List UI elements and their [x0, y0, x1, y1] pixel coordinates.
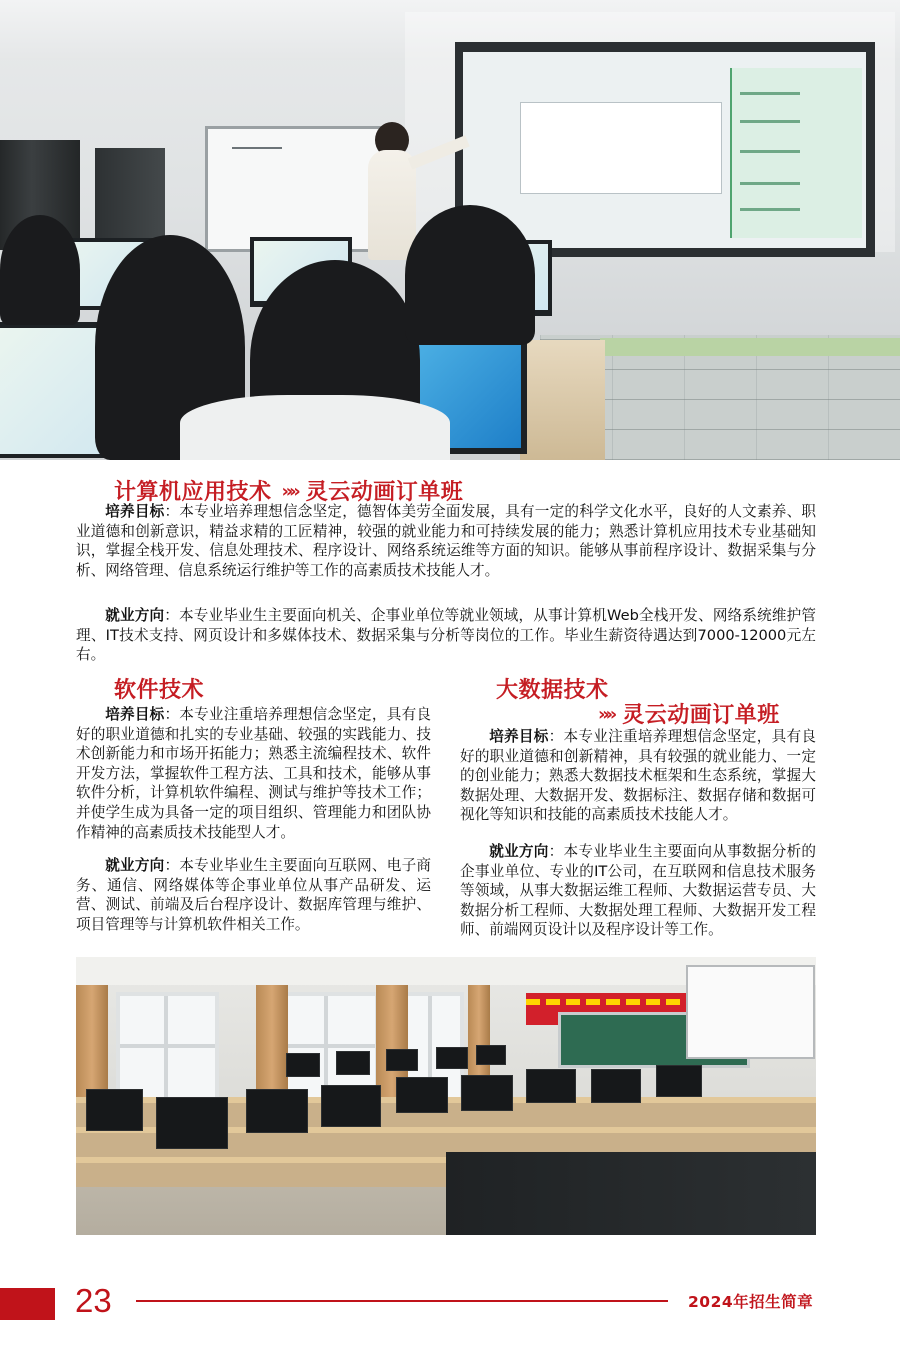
job-text: ：本专业毕业生主要面向从事数据分析的企事业单位、专业的IT公司，在互联网和信息技术服务等领域，从事大数据运维工程师、大数据运营专员、大数据分析工程师、大数据处理工程师、大数据开发工程师、前端网页设计以及程序设计等工作。 [460, 843, 816, 939]
goal-paragraph-software [76, 705, 431, 842]
job-paragraph-bigdata [460, 842, 816, 940]
job-text: ：本专业毕业生主要面向互联网、电子商务、通信、网络媒体等企事业单位从事产品研发、运营、测试、前端及后台程序设计、数据库管理与维护、项目管理等与计算机软件相关工作。 [76, 857, 431, 933]
goal-label: 培养目标 [105, 706, 165, 723]
goal-label: 培养目标 [489, 728, 549, 745]
classroom-photo [0, 0, 900, 460]
job-paragraph-computer-app [76, 606, 816, 665]
page-number: 23 [75, 1282, 112, 1319]
footer-divider [136, 1300, 668, 1302]
goal-text: ：本专业培养理想信念坚定，德智体美劳全面发展，具有一定的科学文化水平，良好的人文素养、职业道德和创新意识，精益求精的工匠精神，较强的就业能力和可持续发展的能力；熟悉计算机应用技术专业基础知识，掌握全栈开发、信息处理技术、程序设计、网络系统运维等方面的知识。能够从事前程序设计、数据采集与分析、网络管理、信息系统运行维护等工作的高素质技术技能人才。 [76, 503, 816, 579]
goal-paragraph-bigdata [460, 727, 816, 825]
footer-accent-bar [0, 1288, 55, 1320]
footer-title: 2024年招生简章 [688, 1293, 814, 1311]
goal-text: ：本专业注重培养理想信念坚定，具有良好的职业道德和扎实的专业基础、较强的实践能力、技术创新能力和市场开拓能力；熟悉主流编程技术、软件开发方法，掌握软件工程方法、工具和技术，能够从事软件分析，计算机软件编程、测试与维护等技术工作；并使学生成为具备一定的项目组织、管理能力和团队协作精神的高素质技术技能型人才。 [76, 706, 431, 841]
job-label: 就业方向 [105, 857, 165, 874]
section-subtitle: 灵云动画订单班 [305, 480, 464, 505]
job-paragraph-software [76, 856, 431, 934]
job-label: 就业方向 [105, 607, 165, 624]
chevron-double-right-icon: »» [598, 704, 614, 725]
goal-text: ：本专业注重培养理想信念坚定，具有良好的职业道德和创新精神，具有较强的就业能力、一定的创业能力；熟悉大数据技术框架和生态系统，掌握大数据处理、大数据开发、数据标注、数据存储和数据可视化等知识和技能的高素质技术技能人才。 [460, 728, 816, 824]
goal-label: 培养目标 [105, 503, 165, 520]
job-label: 就业方向 [489, 843, 549, 860]
section-subtitle-bigdata [588, 698, 780, 729]
chevron-double-right-icon: »» [281, 481, 297, 502]
section-title-software [114, 673, 204, 704]
section-name: 软件技术 [114, 678, 205, 703]
computer-lab-photo [76, 957, 816, 1235]
goal-paragraph-computer-app [76, 502, 816, 580]
job-text: ：本专业毕业生主要面向机关、企事业单位等就业领域，从事计算机Web全栈开发、网络系统维护管理、IT技术支持、网页设计和多媒体技术、数据采集与分析等岗位的工作。毕业生薪资待遇达到7000-12000元左右。 [76, 607, 816, 664]
section-subtitle: 灵云动画订单班 [622, 703, 780, 728]
section-name: 大数据技术 [496, 678, 609, 703]
section-name: 计算机应用技术 [114, 480, 272, 505]
